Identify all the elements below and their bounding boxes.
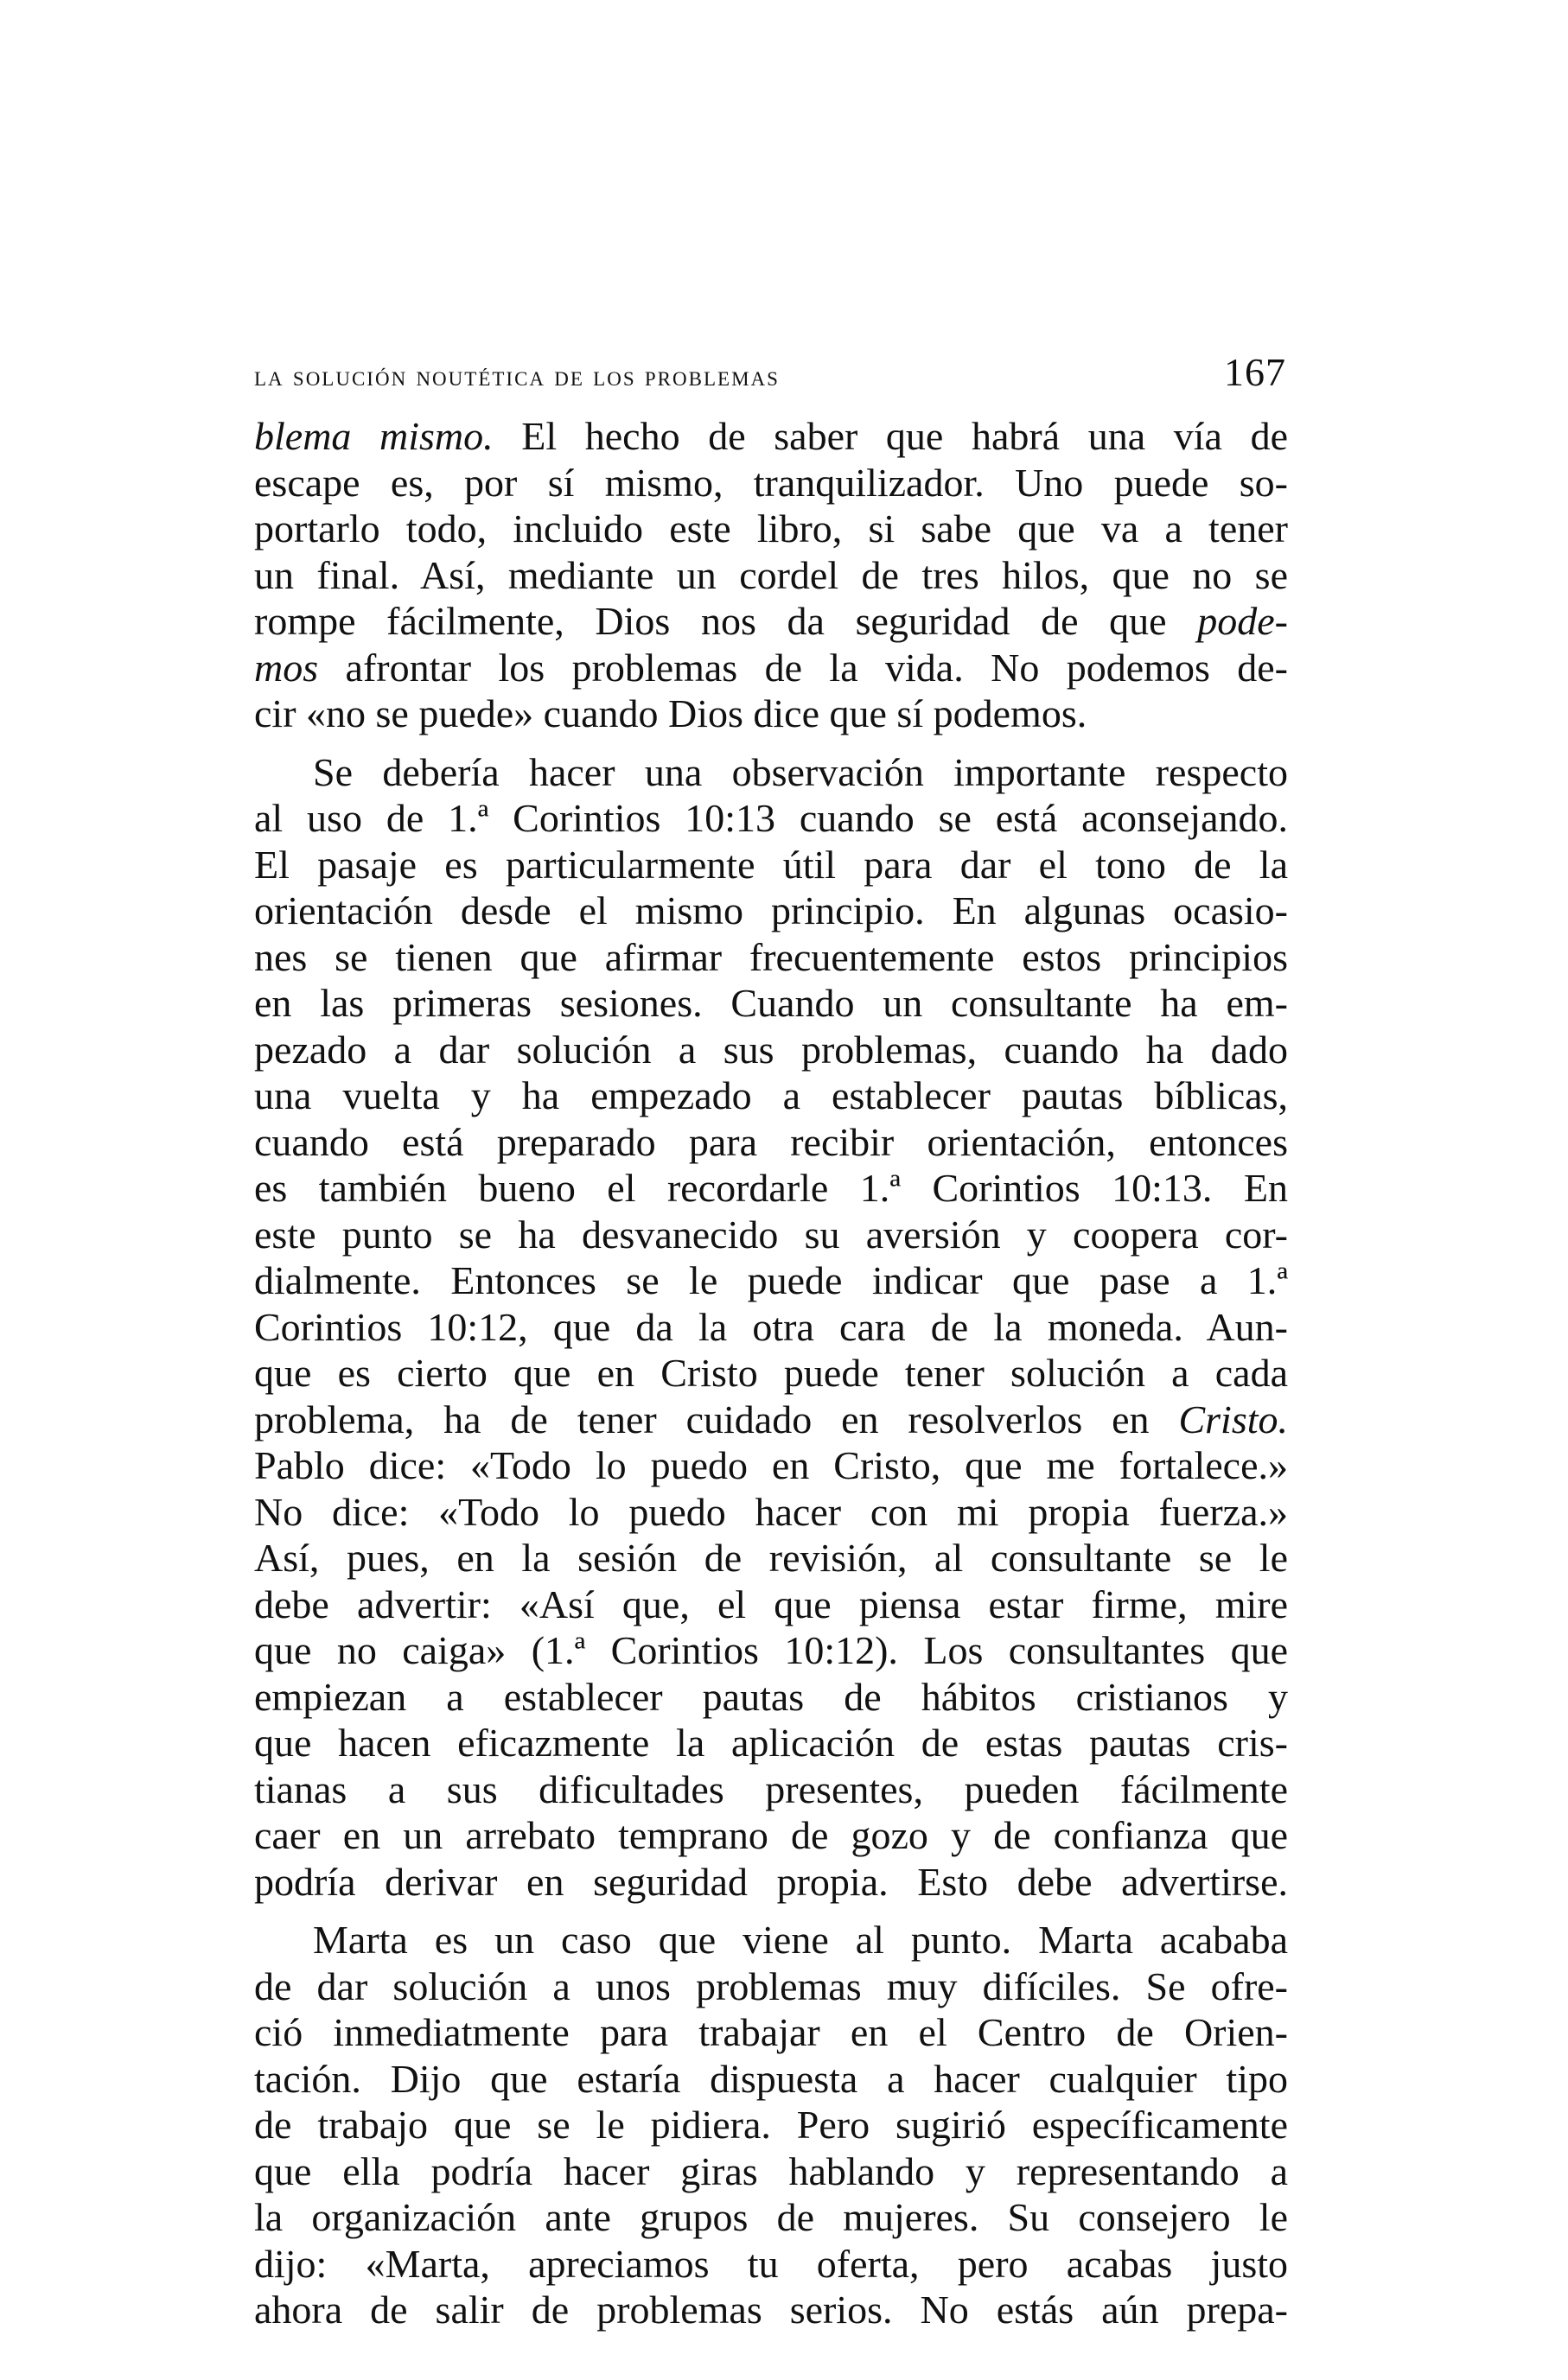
text-segment: ció inmediatmente para trabajar en el Centro de Orien- — [254, 2010, 1288, 2054]
text-segment: nes se tienen que afirmar frecuentemente estos principios — [254, 934, 1288, 979]
text-line — [254, 1489, 1288, 1536]
text-segment: Pablo dice: «Todo lo puedo en Cristo, que me fortalece.» — [254, 1443, 1288, 1487]
text-segment: al uso de 1.ª Corintios 10:13 cuando se está aconsejando. — [254, 796, 1288, 840]
text-segment: El hecho de saber que habrá una vía de — [493, 414, 1288, 458]
text-line — [254, 1766, 1288, 1813]
text-segment: Corintios 10:12, que da la otra cara de la moneda. Aun- — [254, 1304, 1288, 1349]
body-text — [254, 413, 1288, 2333]
text-segment: portarlo todo, incluido este libro, si sabe que va a tener — [254, 506, 1288, 550]
italic-text-segment: Cristo. — [1178, 1397, 1288, 1441]
italic-text-segment: mos — [254, 645, 319, 690]
text-line — [254, 1212, 1288, 1258]
text-segment: orientación desde el mismo principio. En algunas ocasio- — [254, 888, 1288, 932]
text-segment: es también bueno el recordarle 1.ª Corintios 10:13. En — [254, 1166, 1288, 1210]
text-line — [254, 2194, 1288, 2241]
text-line — [254, 795, 1288, 842]
text-line — [254, 413, 1288, 460]
text-segment: pezado a dar solución a sus problemas, cuando ha dado — [254, 1027, 1288, 1072]
text-segment: que hacen eficazmente la aplicación de estas pautas cris- — [254, 1721, 1288, 1765]
italic-text-segment: pode- — [1197, 599, 1288, 643]
text-segment: tianas a sus dificultades presentes, pueden fácilmente — [254, 1766, 1288, 1811]
text-line — [254, 1397, 1288, 1443]
text-line — [254, 2241, 1288, 2288]
text-segment: tación. Dijo que estaría dispuesta a hacer cualquier tipo — [254, 2056, 1288, 2101]
text-line — [254, 888, 1288, 934]
text-segment: la organización ante grupos de mujeres. Su consejero le — [254, 2195, 1288, 2239]
text-segment: en las primeras sesiones. Cuando un consultante ha em- — [254, 981, 1288, 1025]
text-line — [254, 1627, 1288, 1674]
running-title: la solución noutética de los problemas — [254, 361, 780, 392]
text-segment: ahora de salir de problemas serios. No estás aún prepa- — [254, 2288, 1288, 2332]
text-segment: dijo: «Marta, apreciamos tu oferta, pero acabas justo — [254, 2241, 1288, 2286]
text-segment: cuando está preparado para recibir orientación, entonces — [254, 1119, 1288, 1164]
text-line — [254, 2148, 1288, 2195]
text-segment: problema, ha de tener cuidado en resolverlos en — [254, 1397, 1179, 1441]
text-segment: debe advertir: «Así que, el que piensa estar firme, mire — [254, 1581, 1288, 1626]
page-number: 167 — [1224, 350, 1286, 394]
text-line — [254, 2287, 1288, 2333]
text-line — [254, 1442, 1288, 1489]
text-line — [254, 1027, 1288, 1073]
text-segment: una vuelta y ha empezado a establecer pautas bíblicas, — [254, 1073, 1288, 1117]
text-segment: de dar solución a unos problemas muy difíciles. Se ofre- — [254, 1963, 1288, 2008]
text-line — [254, 2009, 1288, 2056]
text-segment: El pasaje es particularmente útil para dar el tono de la — [254, 842, 1288, 887]
text-line — [254, 645, 1288, 691]
text-line — [254, 1257, 1288, 1304]
text-segment: cir «no se puede» cuando Dios dice que sí podemos. — [254, 691, 1087, 735]
text-segment: que no caiga» (1.ª Corintios 10:12). Los consultantes que — [254, 1628, 1288, 1672]
text-line — [254, 2056, 1288, 2103]
text-segment: de trabajo que se le pidiera. Pero sugirió específicamente — [254, 2103, 1288, 2147]
text-line — [254, 2102, 1288, 2148]
text-segment: que es cierto que en Cristo puede tener solución a cada — [254, 1351, 1288, 1395]
text-segment: Así, pues, en la sesión de revisión, al consultante se le — [254, 1536, 1288, 1580]
italic-text-segment: blema mismo. — [254, 414, 494, 458]
text-line — [254, 1581, 1288, 1628]
text-line — [254, 1304, 1288, 1351]
text-segment: Marta es un caso que viene al punto. Marta acababa — [313, 1918, 1288, 1962]
text-line — [254, 934, 1288, 981]
text-segment: rompe fácilmente, Dios nos da seguridad de que — [254, 599, 1198, 643]
text-line — [254, 506, 1288, 552]
text-line — [254, 1119, 1288, 1166]
text-segment: un final. Así, mediante un cordel de tres hilos, que no se — [254, 552, 1288, 597]
text-segment: caer en un arrebato temprano de gozo y de confianza que — [254, 1813, 1288, 1857]
text-line — [254, 598, 1288, 645]
text-line — [254, 749, 1288, 796]
text-line — [254, 1535, 1288, 1581]
text-line — [254, 1812, 1288, 1859]
text-segment: este punto se ha desvanecido su aversión y coopera cor- — [254, 1212, 1288, 1257]
text-line — [254, 1165, 1288, 1212]
text-segment: podría derivar en seguridad propia. Esto debe advertirse. — [254, 1859, 1288, 1904]
text-line — [254, 1917, 1288, 1963]
text-line — [254, 980, 1288, 1027]
text-line — [254, 690, 1288, 737]
text-line — [254, 552, 1288, 599]
text-line — [254, 1859, 1288, 1906]
text-line — [254, 842, 1288, 888]
text-segment: escape es, por sí mismo, tranquilizador. Uno puede so- — [254, 460, 1288, 505]
text-line — [254, 1963, 1288, 2010]
running-head — [254, 349, 1286, 401]
text-line — [254, 460, 1288, 506]
text-line — [254, 1072, 1288, 1119]
text-segment: Se debería hacer una observación importante respecto — [313, 749, 1288, 794]
text-line — [254, 1674, 1288, 1721]
text-line — [254, 1720, 1288, 1766]
text-line — [254, 1350, 1288, 1397]
text-segment: empiezan a establecer pautas de hábitos cristianos y — [254, 1674, 1288, 1719]
text-segment: dialmente. Entonces se le puede indicar que pase a 1.ª — [254, 1258, 1288, 1302]
text-segment: No dice: «Todo lo puedo hacer con mi propia fuerza.» — [254, 1489, 1288, 1534]
text-segment: afrontar los problemas de la vida. No podemos de- — [318, 645, 1288, 690]
text-segment: que ella podría hacer giras hablando y representando a — [254, 2148, 1288, 2193]
